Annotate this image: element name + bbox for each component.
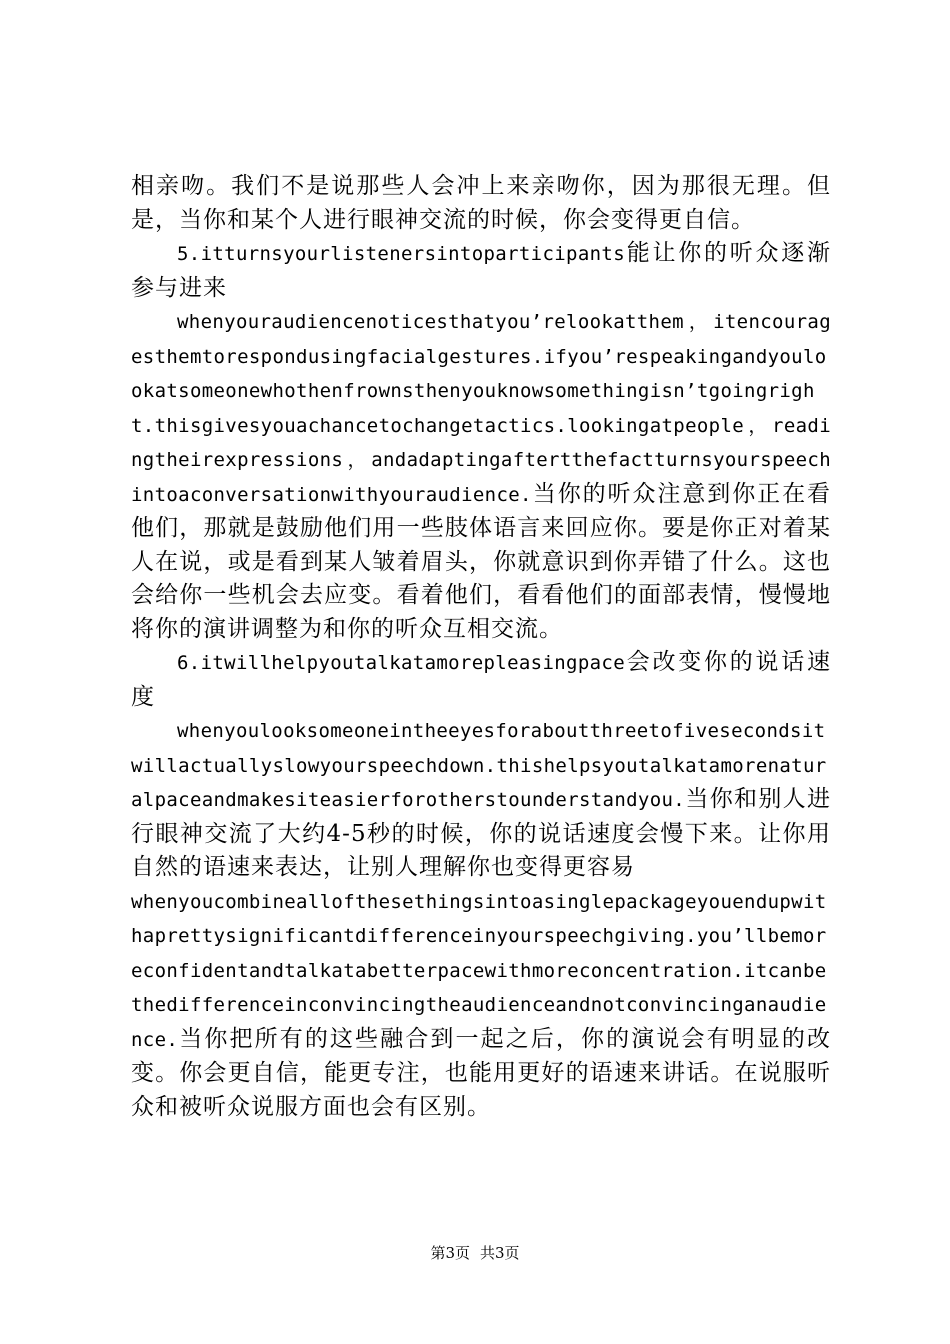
document-body bbox=[131, 170, 831, 1124]
paragraph-3-english: whenyouraudiencenoticesthatyou’relookatthem，itencouragesthemtorespondusingfacialgestures.ifyou’respeakingandyoulookatsomeonewhothenfrownsthenyouknowsomethingisn’tgoingright.thisgivesyouachancetochangetactics.lookingatpeople，readingtheirexpressions，andadaptingaftertthefactturnsyourspeechintoaconversationwithyouraudience. bbox=[131, 311, 831, 506]
page-footer bbox=[0, 1242, 950, 1263]
paragraph-5 bbox=[131, 714, 831, 885]
paragraph-5-english: whenyoulooksomeoneintheeyesforaboutthreetofivesecondsitwillactuallyslowyourspeechdown.thishelpsyoutalkatamorenaturalpaceandmakesiteasierforotherstounderstandyou. bbox=[131, 720, 827, 811]
paragraph-6-chinese: 当你把所有的这些融合到一起之后，你的演说会有明显的改变。你会更自信，能更专注，也能用更好的语速来讲话。在说服听众和被听众说服方面也会有区别。 bbox=[131, 1025, 831, 1120]
paragraph-3 bbox=[131, 305, 831, 646]
paragraph-1-text: 相亲吻。我们不是说那些人会冲上来亲吻你，因为那很无理。但是，当你和某个人进行眼神交流的时候，你会变得更自信。 bbox=[131, 173, 831, 233]
paragraph-3-chinese: 当你的听众注意到你正在看他们，那就是鼓励他们用一些肢体语言来回应你。要是你正对着某人在说，或是看到某人皱着眉头，你就意识到你弄错了什么。这也会给你一些机会去应变。看着他们，看看他们的面部表情，慢慢地将你的演讲调整为和你的听众互相交流。 bbox=[131, 480, 831, 642]
paragraph-2-heading bbox=[131, 237, 831, 305]
heading-6-chinese: 会改变你的说话速度 bbox=[131, 649, 831, 710]
heading-6-english: 6.itwillhelpyoutalkatamorepleasingpace bbox=[177, 652, 625, 674]
paragraph-5-chinese: 当你和别人进行眼神交流了大约4-5秒的时候，你的说话速度会慢下来。让你用自然的语速来表达，让别人理解你也变得更容易 bbox=[131, 786, 831, 880]
paragraph-4-heading bbox=[131, 646, 831, 714]
paragraph-6-english: whenyoucombineallofthesethingsintoasinglepackageyouendupwithaprettysignificantdifferenceinyourspeechgiving.you’llbemoreconfidentandtalkatabetterpacewithmoreconcentration.itcanbethedifferenceinconvincingtheaudienceandnotconvincinganaudience. bbox=[131, 890, 827, 1051]
paragraph-6 bbox=[131, 885, 831, 1125]
heading-5-chinese: 能让你的听众逐渐参与进来 bbox=[131, 240, 831, 301]
page-total: 共3页 bbox=[480, 1244, 520, 1262]
heading-5-english: 5.itturnsyourlistenersintoparticipants bbox=[177, 243, 625, 265]
page-number: 第3页 bbox=[430, 1244, 470, 1262]
paragraph-1 bbox=[131, 170, 831, 237]
